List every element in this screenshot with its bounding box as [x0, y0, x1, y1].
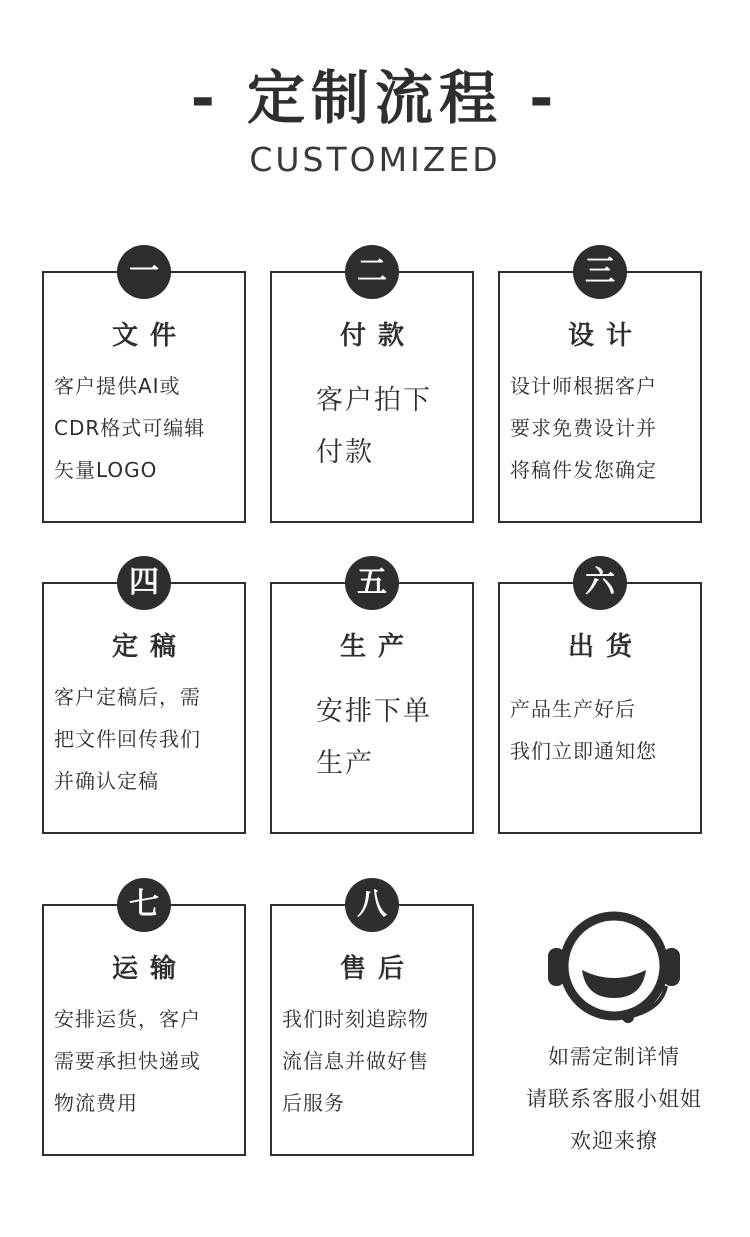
step-title: 定稿 — [111, 632, 188, 662]
step-description — [316, 686, 468, 790]
step-line: 将稿件发您确定 — [510, 458, 657, 482]
step-line: 客户定稿后，需 — [54, 685, 201, 709]
step-number-badge: 六 — [573, 556, 627, 610]
step-card-shipping-out — [498, 565, 702, 834]
page-subtitle: CUSTOMIZED — [249, 140, 501, 179]
step-number-badge: 五 — [345, 556, 399, 610]
step-number-badge: 二 — [345, 245, 399, 299]
step-description — [510, 688, 696, 772]
step-title: 出货 — [567, 632, 644, 662]
step-card-transport — [42, 887, 246, 1156]
step-number-badge: 四 — [117, 556, 171, 610]
page-title: - 定制流程 - — [190, 64, 560, 132]
step-line: 流信息并做好售 — [282, 1049, 429, 1073]
step-description — [54, 676, 240, 802]
step-line: 需要承担快递或 — [54, 1049, 201, 1073]
step-title: 售后 — [339, 954, 416, 984]
step-description — [54, 365, 240, 491]
step-title: 设计 — [567, 321, 644, 351]
step-number-badge: 一 — [117, 245, 171, 299]
step-line: 我们时刻追踪物 — [282, 1007, 429, 1031]
step-card-after-sales — [270, 887, 474, 1156]
step-line: 生产 — [316, 748, 374, 779]
customer-service-block — [500, 900, 728, 1170]
step-line: 产品生产好后 — [510, 697, 636, 721]
step-number-badge: 三 — [573, 245, 627, 299]
step-card-payment — [270, 254, 474, 523]
step-title: 付款 — [339, 321, 416, 351]
step-line: 我们立即通知您 — [510, 739, 657, 763]
step-card-design — [498, 254, 702, 523]
contact-line: 请联系客服小姐姐 — [526, 1087, 702, 1111]
step-line: 把文件回传我们 — [54, 727, 201, 751]
step-title: 文件 — [111, 321, 188, 351]
step-number-badge: 八 — [345, 878, 399, 932]
step-line: 后服务 — [282, 1091, 345, 1115]
contact-line: 欢迎来撩 — [570, 1129, 658, 1153]
step-description — [54, 998, 240, 1124]
step-line: 并确认定稿 — [54, 769, 159, 793]
step-line: 客户拍下 — [316, 385, 432, 416]
step-description — [282, 998, 468, 1124]
contact-message — [500, 1036, 728, 1162]
customer-service-headset-icon — [548, 908, 680, 1024]
step-card-production — [270, 565, 474, 834]
step-line: 矢量LOGO — [54, 458, 158, 482]
step-line: 安排运货，客户 — [54, 1007, 201, 1031]
step-number-badge: 七 — [117, 878, 171, 932]
step-line: 付款 — [316, 437, 374, 468]
step-line: 安排下单 — [316, 696, 432, 727]
step-line: 设计师根据客户 — [510, 374, 657, 398]
step-line: 客户提供AI或 — [54, 374, 181, 398]
step-card-finalize — [42, 565, 246, 834]
step-line: 要求免费设计并 — [510, 416, 657, 440]
step-line: 物流费用 — [54, 1091, 138, 1115]
step-line: CDR格式可编辑 — [54, 416, 206, 440]
step-description — [510, 365, 696, 491]
step-description — [316, 375, 468, 479]
contact-line: 如需定制详情 — [548, 1045, 680, 1069]
step-title: 运输 — [111, 954, 188, 984]
step-title: 生产 — [339, 632, 416, 662]
step-card-file — [42, 254, 246, 523]
